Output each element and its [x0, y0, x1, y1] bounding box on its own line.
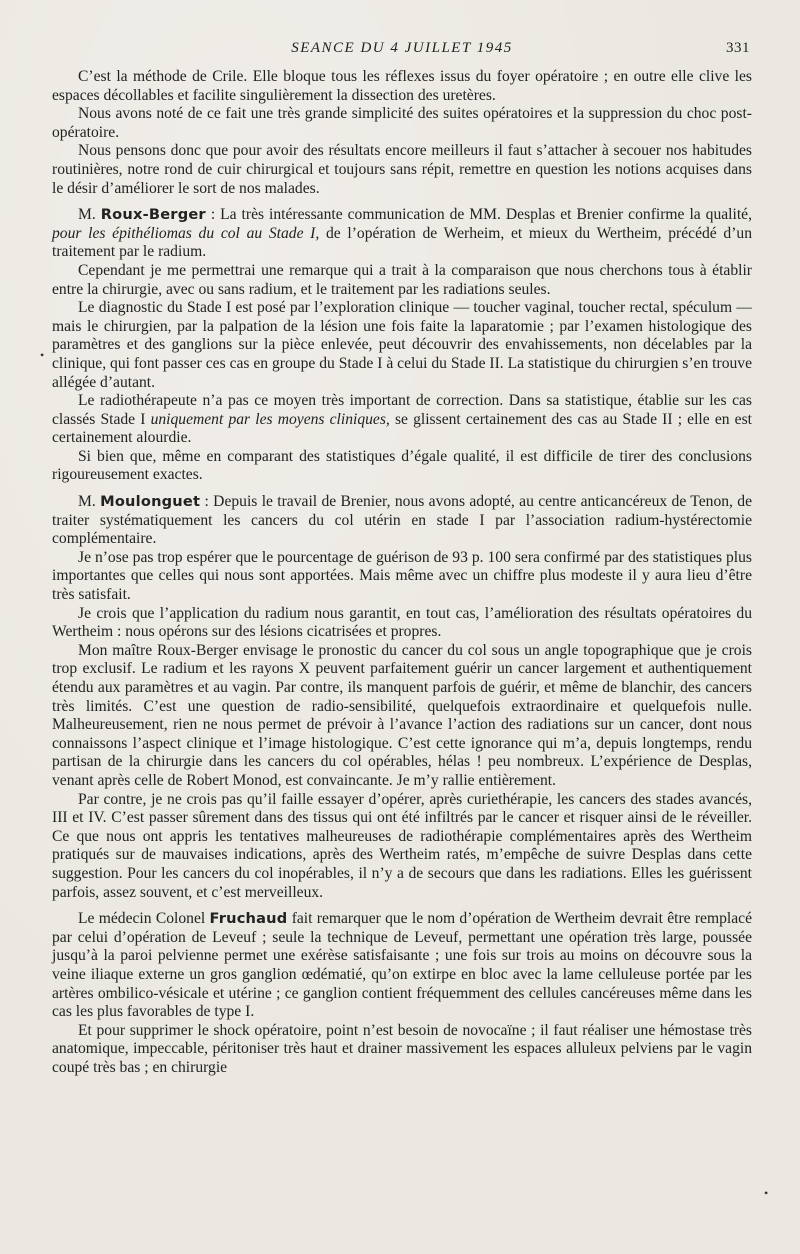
- paragraph-text: Nous avons noté de ce fait une très grande simplicité des suites opératoires et la suppression du choc post-opératoire.: [52, 105, 752, 141]
- paragraph-text: Nous pensons donc que pour avoir des résultats encore meilleurs il faut s’attacher à secouer nos habitudes routinières, notre rond de cuir chirurgical et toujours sans répit, remettre en question les notions acquises dans le désir d’améliorer le sort de nos malades.: [52, 142, 752, 197]
- speaker-paragraph: [52, 206, 752, 262]
- paragraph-text: se glissent certainement des cas au Stade II ; elle en est certainement alourdie.: [52, 410, 752, 447]
- speaker-prefix: Le médecin Colonel: [78, 910, 210, 928]
- paragraph: [52, 68, 752, 105]
- running-header: [52, 40, 752, 68]
- paragraph: [52, 448, 752, 485]
- paragraph-text: : Depuis le travail de Brenier, nous avons adopté, au centre anticancéreux de Tenon, de traiter systématiquement les cancers du col utérin en stade I par l’association radium-hystérectomie complémentaire.: [52, 493, 752, 548]
- speaker-name: Fruchaud: [209, 910, 288, 928]
- speaker-name: Moulonguet: [100, 493, 201, 511]
- paragraph-text: Par contre, je ne crois pas qu’il faille essayer d’opérer, après curiethérapie, les cancers des stades avancés, III et IV. C’est passer sûrement dans des tissus qui ont été infiltrés par le cancer et risquer ainsi de le réveiller. Ce que nous ont appris les tentatives malheureuses de radiothérapie complémentaires après des Wertheim pratiqués sur de mauvaises indications, après des Wertheim ratés, m’empêche de suivre Desplas dans cette suggestion. Pour les cancers du col inopérables, il n’y a de secours que dans les radiations. Elles les guérissent parfois, assez souvent, et c’est merveilleux.: [52, 790, 752, 901]
- paragraph-text: Je crois que l’application du radium nous garantit, en tout cas, l’amélioration des résultats opératoires du Wertheim : nous opérons sur des lésions cicatrisées et propres.: [52, 604, 752, 641]
- paragraph: [52, 262, 752, 299]
- paragraph: [52, 392, 752, 448]
- paragraph: [52, 605, 752, 642]
- speaker-prefix: M.: [78, 493, 101, 511]
- paragraph-text: Mon maître Roux-Berger envisage le pronostic du cancer du col sous un angle topographique que je crois trop exclusif. Le radium et les rayons X peuvent parfaitement guérir un cancer largement et authentiquement étendu aux paramètres et au vagin. Par contre, ils manquent parfois de guérir, et même de blanchir, des cancers très limités. C’est une question de radio-sensibilité, quelquefois extraordinaire et quelquefois nulle. Malheureusement, rien ne nous permet de prévoir à l’avance l’action des radiations sur un cancer, dont nous connaissons l’aspect clinique et l’image histologique. C’est cette ignorance qui m’a, depuis longtemps, rendu partisan de la chirurgie dans les cancers du col opérables, hélas ! peu nombreux. L’expérience de Desplas, venant après celle de Robert Monod, est convaincante. Je m’y rallie entièrement.: [52, 641, 752, 789]
- paragraph-text: Cependant je me permettrai une remarque qui a trait à la comparaison que nous cherchons tous à établir entre la chirurgie, avec ou sans radium, et le traitement par les radiations seules.: [52, 261, 752, 298]
- paragraph: [52, 1022, 752, 1078]
- margin-dot-icon: •: [764, 1186, 769, 1200]
- speaker-paragraph: [52, 493, 752, 549]
- paragraph: [52, 791, 752, 903]
- article-body: [52, 68, 752, 1077]
- paragraph-text: Et pour supprimer le shock opératoire, point n’est besoin de novocaïne ; il faut réaliser une hémostase très anatomique, impeccable, péritoniser très haut et drainer massivement les espaces alluleux pelviens par le vagin coupé très bas ; en chirurgie: [52, 1021, 752, 1076]
- paragraph-text: fait remarquer que le nom d’opération de Wertheim devrait être remplacé par celui d’opération de Leveuf ; seule la technique de Leveuf, permettant une opération très large, poussée jusqu’à la paroi pelvienne permet une exérèse satisfaisante ; une fois sur trois au moins on découvre sous la veine iliaque externe un gros ganglion œdématié, qu’on extirpe en bloc avec la lame celluleuse portée par les artères ombilico-vésicale et utérine ; ce ganglion contient fréquemment des cellules cancéreuses même dans les cas les plus favorables de type I.: [52, 910, 752, 1021]
- speaker-name: Roux-Berger: [100, 206, 206, 224]
- italic-emphasis: uniquement par les moyens cliniques,: [150, 410, 390, 428]
- paragraph-text: Je n’ose pas trop espérer que le pourcentage de guérison de 93 p. 100 sera confirmé par des statistiques plus importantes que celles qui nous sont apportées. Mais même avec un chiffre plus modeste il y aura lieu d’être très satisfait.: [52, 548, 752, 604]
- paragraph: [52, 142, 752, 198]
- paragraph: [52, 105, 752, 142]
- paragraph-text: de l’opération de Werheim, et mieux du Wertheim, précédé d’un traitement par le radium.: [52, 224, 752, 261]
- paragraph: [52, 299, 752, 392]
- paragraph: [52, 642, 752, 791]
- paragraph-text: Le diagnostic du Stade I est posé par l’exploration clinique — toucher vaginal, toucher rectal, spéculum — mais le chirurgien, par la palpation de la lésion une fois faite la laparatomie ; par l’examen histologique des paramètres et des ganglions sur la pièce enlevée, peut découvrir des envahissements, non décelables par la clinique, qui font passer ces cas en groupe du Stade I à celui du Stade II. La statistique du chirurgien s’en trouve allégée d’autant.: [52, 299, 752, 391]
- speaker-prefix: M.: [78, 206, 101, 224]
- paragraph: [52, 549, 752, 605]
- margin-bullet-icon: •: [40, 348, 45, 362]
- running-title: SEANCE DU 4 JUILLET 1945: [291, 40, 513, 56]
- page-number: 331: [726, 40, 750, 56]
- italic-emphasis: pour les épithéliomas du col au Stade I,: [52, 224, 320, 242]
- paragraph-text: Le radiothérapeute n’a pas ce moyen très important de correction. Dans sa statistique, établie sur les cas classés Stade I: [52, 392, 752, 428]
- paragraph-text: C’est la méthode de Crile. Elle bloque tous les réflexes issus du foyer opératoire ; en outre elle clive les espaces décollables et facilite singulièrement la dissection des uretères.: [52, 68, 752, 104]
- paragraph-text: : La très intéressante communication de MM. Desplas et Brenier confirme la qualité,: [205, 206, 752, 224]
- paragraph-text: Si bien que, même en comparant des statistiques d’égale qualité, il est difficile de tirer des conclusions rigoureusement exactes.: [52, 447, 752, 484]
- speaker-paragraph: [52, 910, 752, 1022]
